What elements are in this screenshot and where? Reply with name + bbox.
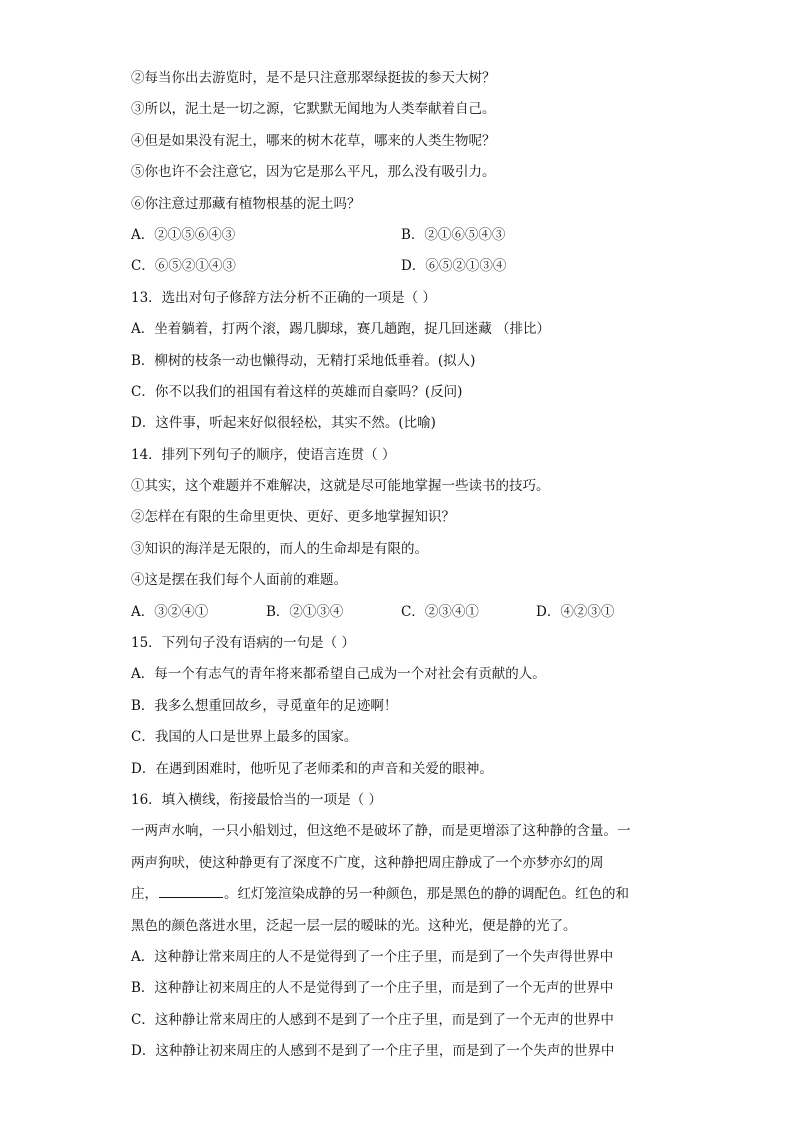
q14-option-c: C．②③④① (401, 603, 479, 620)
q16-stem: 16．填入横线，衔接最恰当的一项是（ ） (131, 791, 382, 808)
q16-passage-line-1: 一两声水响，一只小船划过，但这绝不是破坏了静，而是更增添了这种静的含量。一 (131, 823, 631, 840)
q13-option-d: D．这件事，听起来好似很轻松，其实不然。(比喻) (131, 415, 436, 432)
q14-stem: 14．排列下列句子的顺序，使语言连贯（ ） (131, 446, 396, 463)
q13-option-c: C．你不以我们的祖国有着这样的英雄而自豪吗？(反问) (131, 383, 463, 400)
q16-option-c: C．这种静让常来周庄的人感到不是到了一个庄子里，而是到了一个无声的世界中 (131, 1011, 614, 1028)
q14-options-row (131, 597, 671, 628)
q16-answer-blank (159, 885, 223, 898)
q14-option-a: A．③②④① (131, 603, 209, 620)
q13-option-b: B．柳树的枝条一动也懒得动，无精打采地低垂着。(拟人) (131, 352, 476, 369)
q15-option-a: A．每一个有志气的青年将来都希望自己成为一个对社会有贡献的人。 (131, 666, 546, 683)
q16-option-a: A．这种静让常来周庄的人不是觉得到了一个庄子里，而是到了一个失声得世界中 (131, 948, 614, 965)
q14-option-d: D．④②③① (536, 603, 615, 620)
q16-option-d: D．这种静让初来周庄的人感到不是到了一个庄子里，而是到了一个失声的世界中 (131, 1043, 615, 1060)
q13-option-a: A．坐着躺着，打两个滚，踢几脚球，赛几趟跑，捉几回迷藏 （排比） (131, 321, 551, 338)
prev-option-b: B．②①⑥⑤④③ (401, 226, 506, 243)
q16-passage-line-4: 黑色的颜色落进水里，泛起一层一层的暧昧的光。这种光，便是静的光了。 (131, 917, 577, 934)
q16-passage-line-2: 两声狗吠，使这种静更有了深度不广度，这种静把周庄静成了一个亦梦亦幻的周 (131, 854, 604, 871)
q16-passage-3b: 。红灯笼渲染成静的另一种颜色，那是黑色的静的调配色。红色的和 (224, 886, 629, 903)
prev-option-c: C．⑥⑤②①④③ (131, 258, 236, 275)
q16-option-b: B．这种静让初来周庄的人不是觉得到了一个庄子里，而是到了一个无声的世界中 (131, 980, 614, 997)
q13-stem: 13．选出对句子修辞方法分析不正确的一项是（ ） (131, 289, 436, 306)
q14-sentence-1: ①其实，这个难题并不难解决，这就是尽可能地掌握一些读书的技巧。 (131, 478, 550, 495)
sentence-3: ③所以，泥土是一切之源，它默默无闻地为人类奉献着自己。 (131, 101, 496, 118)
q15-stem: 15．下列句子没有语病的一句是（ ） (131, 635, 355, 652)
prev-option-d: D．⑥⑤②①③④ (401, 258, 507, 275)
q14-sentence-4: ④这是摆在我们每个人面前的难题。 (131, 572, 347, 589)
sentence-2: ②每当你出去游览时，是不是只注意那翠绿挺拔的参天大树？ (131, 70, 496, 86)
prev-option-a: A．②①⑤⑥④③ (131, 226, 236, 243)
q15-option-c: C．我国的人口是世界上最多的国家。 (131, 729, 358, 746)
q16-passage-line-3 (131, 879, 671, 910)
q15-option-d: D．在遇到困难时，他听见了老师柔和的声音和关爱的眼神。 (131, 760, 493, 777)
exam-content (131, 63, 671, 1068)
sentence-5: ⑤你也许不会注意它，因为它是那么平凡，那么没有吸引力。 (131, 164, 496, 181)
prev-options-row-1 (131, 220, 671, 251)
sentence-4: ④但是如果没有泥土，哪来的树木花草，哪来的人类生物呢？ (131, 132, 496, 149)
q14-sentence-3: ③知识的海洋是无限的，而人的生命却是有限的。 (131, 540, 428, 557)
sentence-6: ⑥你注意过那藏有植物根基的泥土吗？ (131, 195, 361, 212)
q14-option-b: B．②①③④ (266, 603, 344, 620)
q16-passage-3a: 庄， (131, 886, 158, 903)
q15-option-b: B．我多么想重回故乡，寻觅童年的足迹啊！ (131, 697, 398, 714)
q14-sentence-2: ②怎样在有限的生命里更快、更好、更多地掌握知识？ (131, 509, 455, 526)
prev-options-row-2 (131, 251, 671, 282)
